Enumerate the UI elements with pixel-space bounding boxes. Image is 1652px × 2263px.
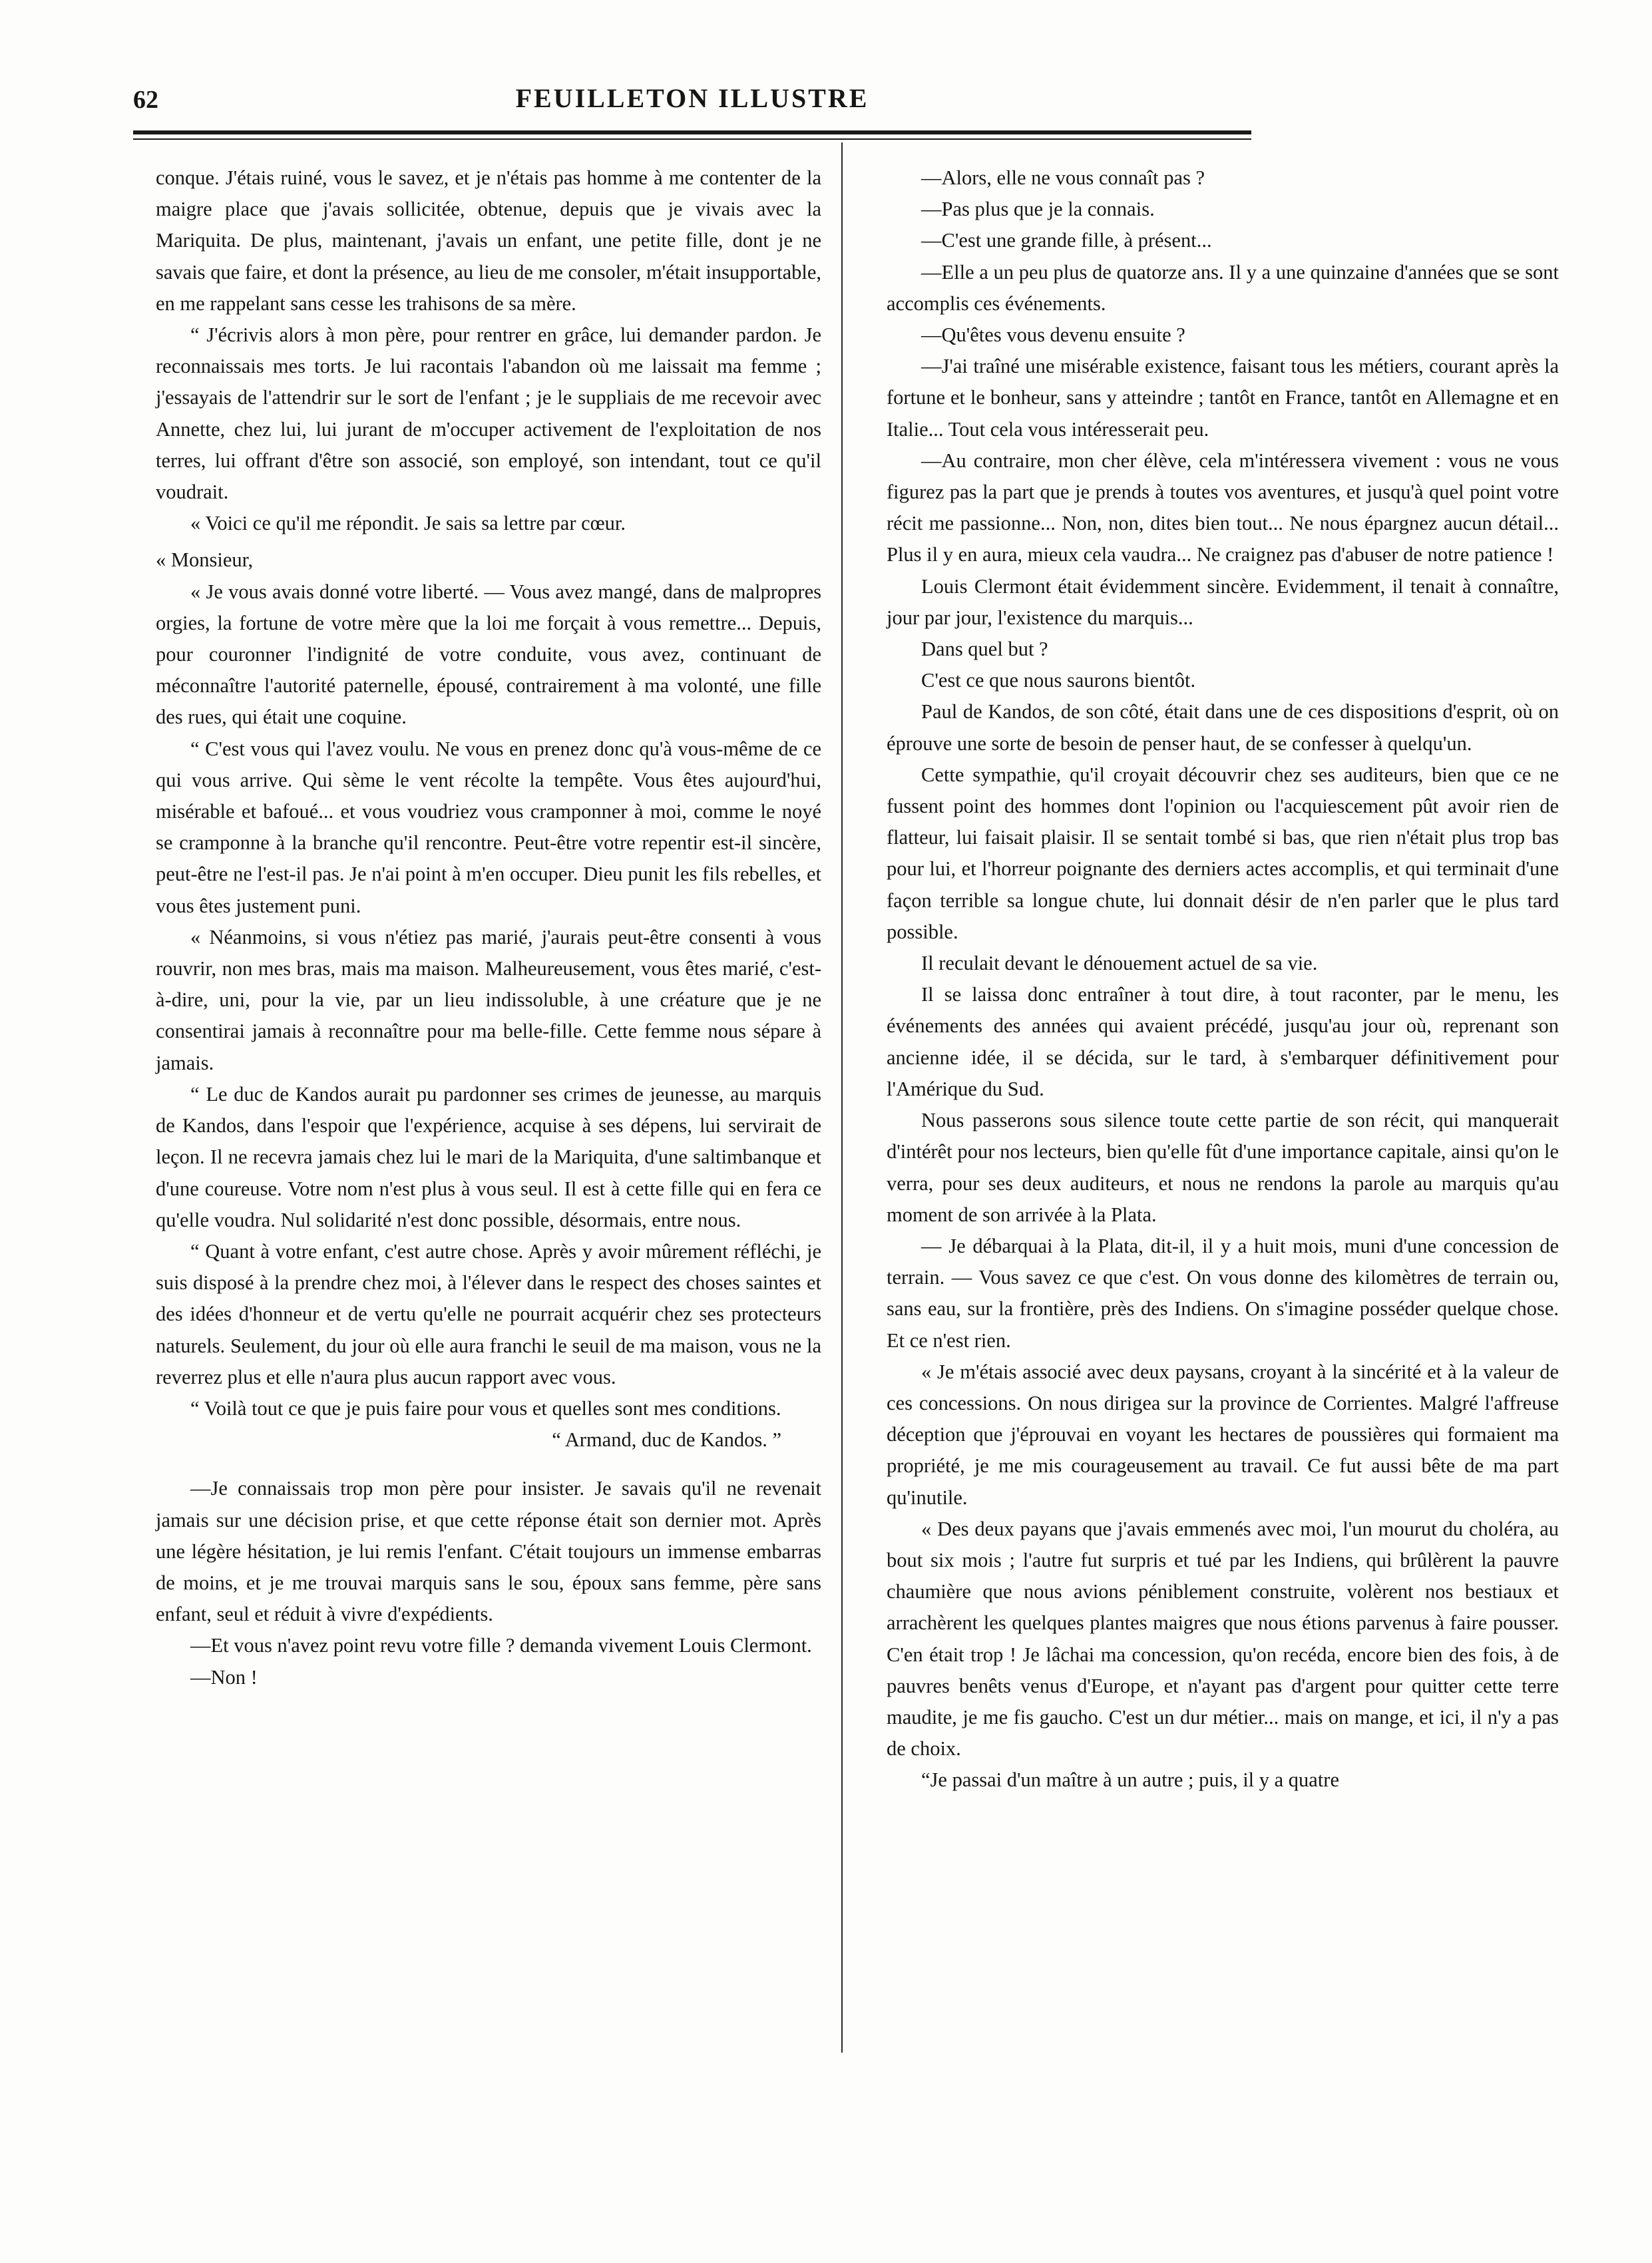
header-rule-thin bbox=[133, 138, 1251, 140]
paragraph: Nous passerons sous silence toute cette partie de son récit, qui manquerait d'intérêt pour nos lecteurs, bien qu'elle fût d'une importance capitale, ainsi qu'on le verra, pour ses deux auditeurs, et nous ne rendons la parole au marquis qu'au moment de son arrivée à la Plata. bbox=[887, 1109, 1559, 1226]
paragraph: C'est ce que nous saurons bientôt. bbox=[921, 669, 1196, 692]
paragraph: « Voici ce qu'il me répondit. Je sais sa lettre par cœur. bbox=[190, 512, 626, 535]
paragraph: —Et vous n'avez point revu votre fille ? demanda vivement Louis Clermont. bbox=[190, 1634, 812, 1657]
running-title: FEUILLETON ILLUSTRE bbox=[515, 83, 869, 113]
paragraph: Il reculait devant le dénouement actuel de sa vie. bbox=[921, 952, 1318, 975]
letter-signature: “ Armand, duc de Kandos. ” bbox=[552, 1428, 781, 1452]
column-separator bbox=[841, 142, 843, 2053]
paragraph: Il se laissa donc entraîner à tout dire, à tout raconter, par le menu, les événements des années qui avaient précédé, jusqu'au jour où, reprenant son ancienne idée, il se décida, sur le tard, à s'embarquer définitivement pour l'Amérique du Sud. bbox=[887, 983, 1559, 1100]
paragraph: “ Le duc de Kandos aurait pu pardonner ses crimes de jeunesse, au marquis de Kandos, dans l'espoir que l'expérience, acquise à ses dépens, lui servirait de leçon. Il ne recevra jamais chez lui le mari de la Mariquita, d'une saltimbanque et d'une coureuse. Votre nom n'est plus à vous seul. Il est à cette fille qui en fera ce qu'elle voudra. Nul solidarité n'est donc possible, désormais, entre nous. bbox=[156, 1082, 821, 1231]
letter-salutation: « Monsieur, bbox=[156, 548, 254, 572]
header-rule-thick bbox=[133, 130, 1251, 134]
left-column bbox=[156, 162, 821, 1693]
paragraph: — Je débarquai à la Plata, dit-il, il y a huit mois, muni d'une concession de terrain. — Vous savez ce que c'est. On vous donne des kilomètres de terrain ou, sans eau, sur la frontière, près des Indiens. On s'imagine posséder quelque chose. Et ce n'est rien. bbox=[887, 1234, 1559, 1352]
paragraph: —Alors, elle ne vous connaît pas ? bbox=[921, 166, 1205, 189]
paragraph: Paul de Kandos, de son côté, était dans une de ces dispositions d'esprit, où on éprouve une sorte de besoin de penser haut, de se confesser à quelqu'un. bbox=[887, 700, 1559, 755]
paragraph: —Au contraire, mon cher élève, cela m'intéressera vivement : vous ne vous figurez pas la part que je prends à toutes vos aventures, et jusqu'à quel point votre récit me passionne... Non, non, dites bien tout... Ne nous épargnez aucun détail... Plus il y en aura, mieux cela vaudra... Ne craignez pas d'abuser de notre patience ! bbox=[887, 449, 1559, 566]
page-header bbox=[133, 73, 1251, 120]
paragraph: conque. J'étais ruiné, vous le savez, et je n'étais pas homme à me contenter de la maigre place que j'avais sollicitée, obtenue, depuis que je vivais avec la Mariquita. De plus, maintenant, j'avais un enfant, une petite fille, dont je ne savais que faire, et dont la présence, au lieu de me consoler, m'était insupportable, en me rappelant sans cesse les trahisons de sa mère. bbox=[156, 166, 821, 315]
paragraph: “ Voilà tout ce que je puis faire pour vous et quelles sont mes conditions. bbox=[190, 1396, 781, 1420]
paragraph: —C'est une grande fille, à présent... bbox=[921, 229, 1212, 252]
paragraph: —Je connaissais trop mon père pour insister. Je savais qu'il ne revenait jamais sur une décision prise, et que cette réponse était son dernier mot. Après une légère hésitation, je lui remis l'enfant. C'était toujours un immense embarras de moins, et je me trouvai marquis sans le sou, époux sans femme, père sans enfant, seul et réduit à vivre d'expédients. bbox=[156, 1477, 821, 1626]
paragraph: « Je m'étais associé avec deux paysans, croyant à la sincérité et à la valeur de ces concessions. On nous dirigea sur la province de Corrientes. Malgré l'affreuse déception que j'éprouvai en voyant les hectares de poussières qui formaient ma propriété, je me mis courageusement au travail. Ce fut aussi bête de ma part qu'inutile. bbox=[887, 1360, 1559, 1509]
paragraph: —Pas plus que je la connais. bbox=[921, 198, 1155, 221]
paragraph: —J'ai traîné une misérable existence, faisant tous les métiers, courant après la fortune et le bonheur, sans y atteindre ; tantôt en France, tantôt en Allemagne et en Italie... Tout cela vous intéresserait peu. bbox=[887, 355, 1559, 441]
right-column bbox=[887, 162, 1559, 1796]
paragraph: —Non ! bbox=[190, 1665, 258, 1689]
paragraph: “ J'écrivis alors à mon père, pour rentrer en grâce, lui demander pardon. Je reconnaissais mes torts. Je lui racontais l'abandon où me laissait ma femme ; j'essayais de l'attendrir sur le sort de l'enfant ; je le suppliais de me recevoir avec Annette, chez lui, lui jurant de m'occuper activement de l'exploitation de nos terres, lui offrant d'être son associé, son employé, son intendant, tout ce qu'il voudrait. bbox=[156, 323, 821, 504]
paragraph: « Néanmoins, si vous n'étiez pas marié, j'aurais peut-être consenti à vous rouvrir, non mes bras, mais ma maison. Malheureusement, vous êtes marié, c'est-à-dire, uni, pour la vie, par un lieu indissoluble, à une créature que je ne consentirai jamais à reconnaître pour ma belle-fille. Cette femme nous sépare à jamais. bbox=[156, 925, 821, 1074]
paragraph: Dans quel but ? bbox=[921, 638, 1048, 661]
page-number: 62 bbox=[133, 86, 158, 114]
paragraph: “Je passai d'un maître à un autre ; puis, il y a quatre bbox=[921, 1768, 1340, 1792]
paragraph: Cette sympathie, qu'il croyait découvrir chez ses auditeurs, bien que ce ne fussent point des hommes dont l'opinion ou l'acquiescement pût avoir rien de flatteur, lui faisait plaisir. Il se sentait tombé si bas, que rien n'était plus trop bas pour lui, et l'horreur poignante des derniers actes accomplis, et qui terminait d'une façon terrible sa longue chute, lui donnait désir de n'en parler que le plus tard possible. bbox=[887, 763, 1559, 943]
paragraph: “ Quant à votre enfant, c'est autre chose. Après y avoir mûrement réfléchi, je suis disposé à la prendre chez moi, à l'élever dans le respect des choses saintes et des idées d'honneur et de vertu qu'elle ne pourrait acquérir chez ses protecteurs naturels. Seulement, du jour où elle aura franchi le seuil de ma maison, vous ne la reverrez plus et elle n'aura plus aucun rapport avec vous. bbox=[156, 1239, 821, 1388]
paragraph: « Je vous avais donné votre liberté. — Vous avez mangé, dans de malpropres orgies, la fortune de votre mère que la loi me forçait à vous remettre... Depuis, pour couronner l'indignité de votre conduite, vous avez, continuant de méconnaître l'autorité paternelle, épousé, contrairement à ma volonté, une fille des rues, qui était une coquine. bbox=[156, 580, 821, 729]
paragraph: Louis Clermont était évidemment sincère. Evidemment, il tenait à connaître, jour par jour, l'existence du marquis... bbox=[887, 574, 1559, 629]
paragraph: “ C'est vous qui l'avez voulu. Ne vous en prenez donc qu'à vous-même de ce qui vous arrive. Qui sème le vent récolte la tempête. Vous êtes aujourd'hui, misérable et bafoué... et vous voudriez vous cramponner à moi, comme le noyé se cramponne à la branche qu'il rencontre. Peut-être votre repentir est-il sincère, peut-être ne l'est-il pas. Je n'ai point à m'en occuper. Dieu punit les fils rebelles, et vous êtes justement puni. bbox=[156, 737, 821, 917]
paragraph: « Des deux payans que j'avais emmenés avec moi, l'un mourut du choléra, au bout six mois ; l'autre fut surpris et tué par les Indiens, qui brûlèrent la pauvre chaumière que nous avions péniblement construite, volèrent nos bestiaux et arrachèrent les quelques plantes maigres que nous étions parvenus à faire pousser. C'en était trop ! Je lâchai ma concession, qu'on recéda, encore bien des fois, à de pauvres benêts venus d'Europe, et n'ayant pas d'argent pour quitter cette terre maudite, je me fis gaucho. C'est un dur métier... mais on mange, et ici, il n'y a pas de choix. bbox=[887, 1517, 1559, 1760]
paragraph: —Qu'êtes vous devenu ensuite ? bbox=[921, 323, 1185, 347]
paragraph: —Elle a un peu plus de quatorze ans. Il y a une quinzaine d'années que se sont accomplis ces événements. bbox=[887, 260, 1559, 315]
